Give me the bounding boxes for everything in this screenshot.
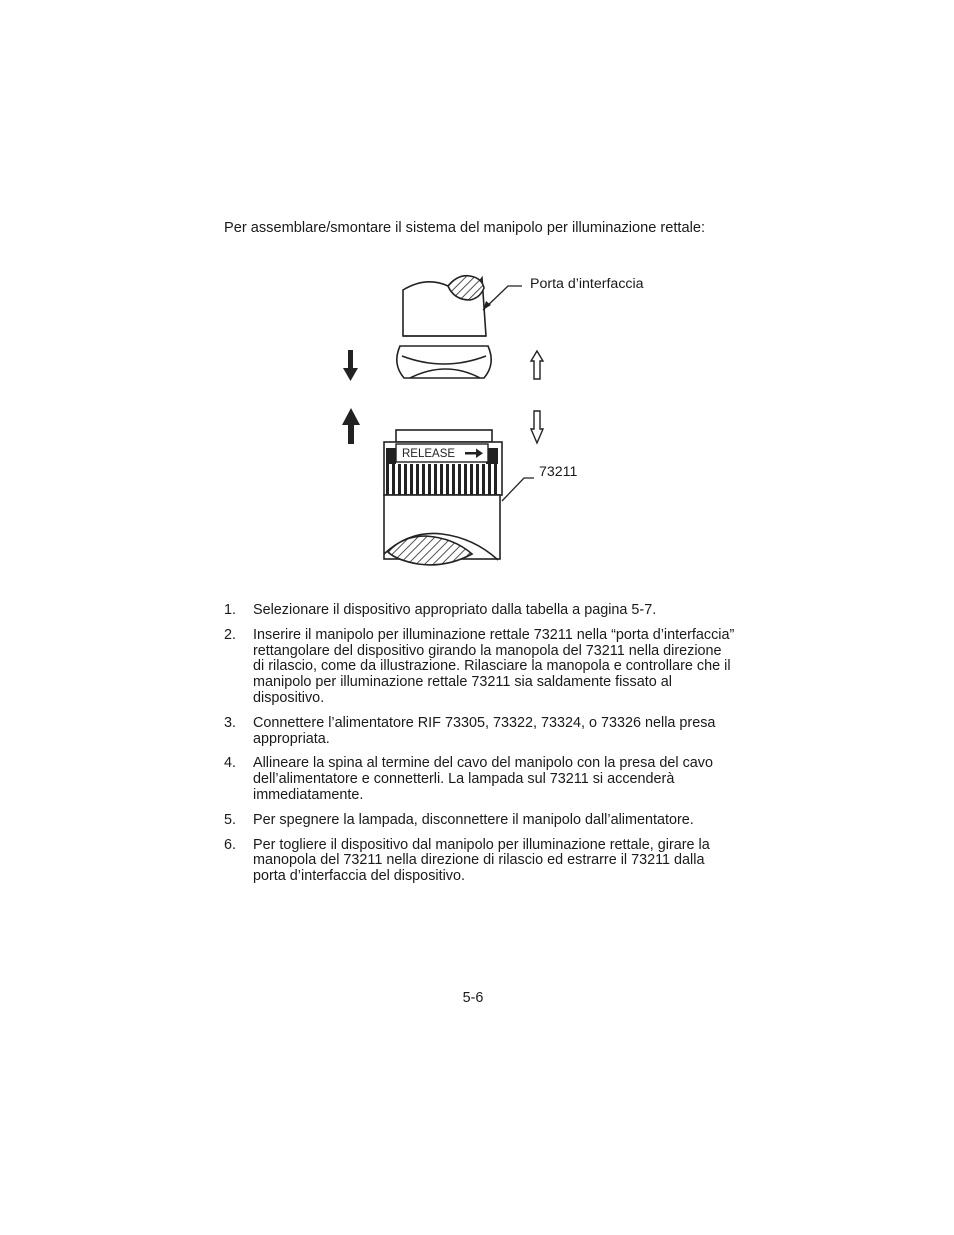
port-label: Porta d’interfaccia (530, 276, 644, 292)
arrow-down-outline-icon (531, 411, 543, 443)
handle-leader-line (502, 478, 534, 501)
port-leader-line (483, 286, 522, 310)
assembly-drawing (330, 268, 670, 568)
assembly-illustration (330, 268, 670, 568)
step-2: 2. Inserire il manipolo per illuminazione rettale 73211 nella “porta d’interfaccia” rettangolare del dispositivo girando la manopola del 73211 nella direzione di rilascio, come da illustrazione. Rilasciare la manopola e controllare che il manipolo per illuminazione rettale 73211 sia saldamente fissato al dispositivo. (224, 626, 735, 706)
interface-port-device (397, 276, 491, 378)
handle-label: 73211 (539, 464, 578, 480)
step-3: 3. Connettere l’alimentatore RIF 73305, 73322, 73324, o 73326 nella presa appropriata. (224, 714, 716, 747)
step-4: 4. Allineare la spina al termine del cavo del manipolo con la presa del cavo dell’alimentatore e connetterli. La lampada sul 73211 si accenderà immediatamente. (224, 755, 713, 803)
page-number: 5-6 (462, 990, 484, 1006)
step-1: 1. Selezionare il dispositivo appropriato dalla tabella a pagina 5-7. (224, 602, 657, 618)
step-5: 5. Per spegnere la lampada, disconnettere il manipolo dall’alimentatore. (224, 811, 694, 828)
arrow-down-solid-icon (343, 350, 358, 381)
step-6: 6. Per togliere il dispositivo dal manipolo per illuminazione rettale, girare la manopola del 73211 nella direzione di rilascio ed estrarre il 73211 dalla porta d’interfaccia del dispositivo. (224, 836, 710, 885)
arrow-up-solid-icon (342, 408, 360, 444)
intro-text: Per assemblare/smontare il sistema del manipolo per illuminazione rettale: (224, 220, 706, 236)
arrow-up-outline-icon (531, 351, 543, 379)
instruction-list (224, 603, 736, 894)
release-label: RELEASE (402, 448, 456, 460)
